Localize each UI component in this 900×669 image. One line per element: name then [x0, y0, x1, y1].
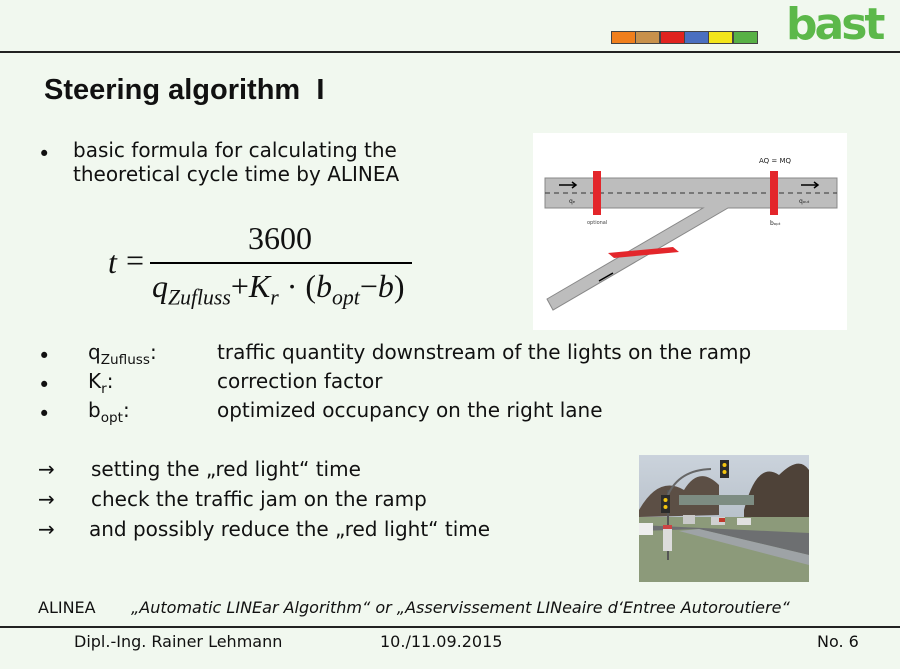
arrow-icon: → [38, 487, 55, 511]
slide-title: Steering algorithm I [44, 74, 325, 106]
definition-meaning: traffic quantity downstream of the lights on the ramp [217, 340, 752, 364]
alinea-label: ALINEA [38, 598, 96, 617]
symbol-main: q [88, 340, 101, 364]
color-swatch [635, 31, 660, 44]
bullet-dot: • [38, 142, 51, 166]
symbol-main: b [88, 398, 101, 422]
formula-lhs: t [108, 244, 117, 280]
intro-line-1: basic formula for calculating the [73, 138, 397, 162]
definition-symbol [88, 369, 113, 401]
color-swatch [611, 31, 636, 44]
symbol-sub: Zufluss [100, 352, 150, 368]
label-optional: optional [587, 220, 608, 226]
symbol-sub: r [101, 381, 107, 397]
symbol-colon: : [122, 398, 130, 422]
den-minus: − [359, 268, 378, 304]
label-aq-mq: AQ = MQ [759, 157, 792, 165]
step-text: check the traffic jam on the ramp [91, 487, 427, 511]
den-k-sub: r [270, 285, 279, 310]
intro-line-2: theoretical cycle time by ALINEA [73, 162, 400, 186]
footer-author: Dipl.-Ing. Rainer Lehmann [74, 632, 283, 651]
den-k: K [248, 268, 271, 304]
den-open: ( [305, 268, 317, 304]
den-plus: + [230, 268, 249, 304]
color-swatch [708, 31, 733, 44]
footer-divider [0, 626, 900, 628]
definition-meaning: optimized occupancy on the right lane [217, 398, 603, 422]
bast-logo: bast [786, 0, 883, 50]
symbol-main: K [88, 369, 102, 393]
step-text: and possibly reduce the „red light“ time [89, 517, 491, 541]
label-b-opt: bₒₚₜ [770, 220, 781, 227]
formula-equals: = [126, 242, 145, 278]
symbol-colon: : [149, 340, 157, 364]
formula-numerator: 3600 [248, 220, 312, 256]
den-q-sub: Zufluss [168, 285, 231, 310]
symbol-sub: opt [100, 410, 123, 426]
color-swatch [684, 31, 709, 44]
den-b: b [316, 268, 333, 304]
den-q: q [152, 268, 168, 304]
den-dot: · [286, 268, 298, 304]
ramp-metering-diagram [533, 133, 847, 330]
symbol-colon: : [106, 369, 114, 393]
formula-denominator [152, 268, 405, 310]
footer-page-number: No. 6 [817, 632, 859, 651]
step-text: setting the „red light“ time [91, 457, 361, 481]
definition-meaning: correction factor [217, 369, 383, 393]
footer-date: 10./11.09.2015 [380, 632, 503, 651]
definition-symbol [88, 398, 130, 430]
den-close: ) [393, 268, 405, 304]
color-swatch [660, 31, 685, 44]
den-b-sub: opt [332, 285, 360, 310]
fraction-bar [150, 262, 412, 264]
arrow-icon: → [38, 517, 55, 541]
ramp-signal-photo [639, 455, 809, 582]
header-divider [0, 51, 900, 53]
den-b2: b [377, 268, 394, 304]
color-swatch [733, 31, 758, 44]
label-q-out: qₒᵤₜ [799, 198, 810, 205]
label-q-in: qₑ [569, 198, 576, 205]
bullet-dot: • [38, 344, 51, 368]
arrow-icon: → [38, 457, 55, 481]
alinea-expansion: „Automatic LINEar Algorithm“ or „Asservissement LINeaire d‘Entree Autoroutiere“ [131, 598, 790, 617]
definition-symbol [88, 340, 157, 372]
bullet-dot: • [38, 402, 51, 426]
bullet-dot: • [38, 373, 51, 397]
